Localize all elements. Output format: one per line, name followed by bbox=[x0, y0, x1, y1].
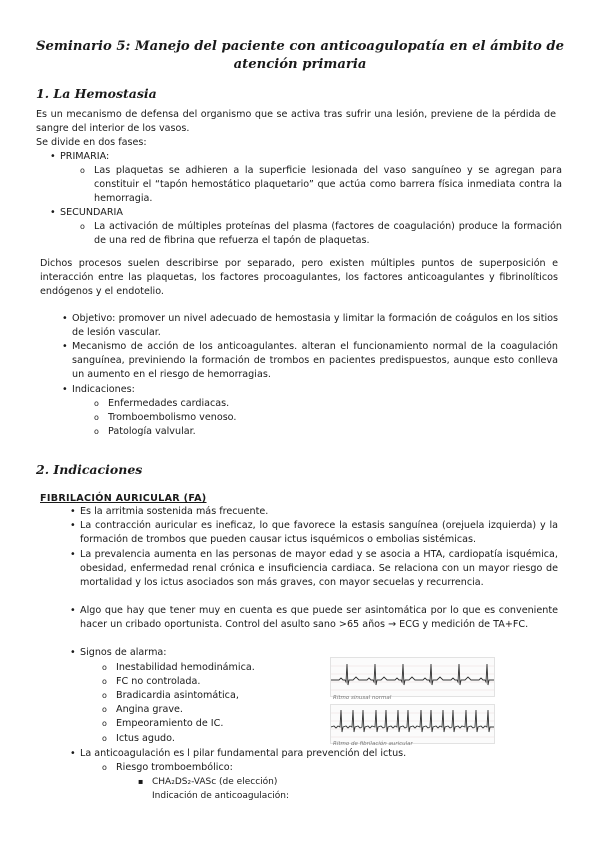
phase-primary-label: • PRIMARIA: bbox=[60, 150, 109, 164]
processes-paragraph: Dichos procesos suelen describirse por separado, pero existen múltiples puntos de superposición e interacción entre las plaquetas, los factores procoagulantes, los factores anticoagulantes y fibrinolíticos endógenos y el endotelio. bbox=[40, 258, 558, 297]
fa-bullet-2: • La contracción auricular es ineficaz, lo que favorece la estasis sanguínea (orejuela izquierda) y la formación de trombos que pueden causar ictus isquémicos o embolias sistémicas. bbox=[80, 519, 558, 547]
indication-item: o Patología valvular. bbox=[108, 425, 196, 439]
objective-bullet: • Objetivo: promover un nivel adecuado de hemostasia y limitar la formación de coágulos en los sitios de lesión vascular. bbox=[72, 312, 558, 340]
ecg-caption-sinus: Ritmo sinusal normal bbox=[333, 695, 392, 701]
subheading-fa: FIBRILACIÓN AURICULAR (FA) bbox=[40, 493, 207, 504]
indications-label: • Indicaciones: bbox=[72, 383, 135, 397]
fa-bullet-3: • La prevalencia aumenta en las personas de mayor edad y se asocia a HTA, cardiopatía isquémica, obesidad, enfermedad renal crónica e insuficiencia cardiaca. Se relaciona con un mayor riesgo de mortalidad y los ictus asociados son más graves, con mayor secuelas y recurrencia. bbox=[80, 548, 558, 590]
phase-primary-text: o Las plaquetas se adhieren a la superficie lesionada del vaso sanguíneo y se agregan para constituir el “tapón hemostático plaquetario” que actúa como barrera física inmediata contra la hemorragia. bbox=[94, 164, 562, 206]
ecg-sinus-rhythm-image bbox=[330, 657, 495, 697]
indication-item: o Enfermedades cardiacas. bbox=[108, 397, 229, 411]
section-2-heading: 2. Indicaciones bbox=[36, 462, 143, 477]
page-title: Seminario 5: Manejo del paciente con anticoagulopatía en el ámbito de atención primaria bbox=[36, 39, 564, 72]
ecg-caption-fa: Ritmo de fibrilación auricular bbox=[333, 741, 413, 747]
fa-bullet-1: • Es la arritmia sostenida más frecuente. bbox=[80, 505, 268, 519]
phases-intro: Se divide en dos fases: bbox=[36, 137, 147, 148]
alarm-sign-item: o Empeoramiento de IC. bbox=[116, 717, 223, 731]
indication-item: o Tromboembolismo venoso. bbox=[108, 411, 236, 425]
score-item: ▪ CHA₂DS₂-VASc (de elección) bbox=[152, 775, 277, 789]
ecg-atrial-fibrillation-image bbox=[330, 704, 495, 744]
alarm-sign-item: o FC no controlada. bbox=[116, 675, 200, 689]
phase-secondary-text: o La activación de múltiples proteínas del plasma (factores de coagulación) produce la formación de una red de fibrina que refuerza el tapón de plaquetas. bbox=[94, 220, 562, 248]
intro-paragraph: Es un mecanismo de defensa del organismo que se activa tras sufrir una lesión, previene de la pérdida de sangre del interior de los vasos. bbox=[36, 109, 556, 134]
phase-secondary-label: • SECUNDARIA bbox=[60, 206, 123, 220]
score-sub-item: Indicación de anticoagulación: bbox=[152, 791, 290, 801]
alarm-sign-item: o Inestabilidad hemodinámica. bbox=[116, 661, 255, 675]
alarm-signs-label: • Signos de alarma: bbox=[80, 646, 167, 660]
anticoag-bullet: • La anticoagulación es l pilar fundamental para prevención del ictus. bbox=[80, 747, 406, 761]
risk-label: o Riesgo tromboembólico: bbox=[116, 761, 233, 775]
alarm-sign-item: o Bradicardia asintomática, bbox=[116, 689, 239, 703]
fa-bullet-4: • Algo que hay que tener muy en cuenta es que puede ser asintomática por lo que es conveniente hacer un cribado oportunista. Control del asulto sano >65 años → ECG y medición de TA+FC. bbox=[80, 604, 558, 632]
section-1-heading: 1. La Hemostasia bbox=[36, 86, 157, 101]
alarm-sign-item: o Ictus agudo. bbox=[116, 732, 175, 746]
alarm-sign-item: o Angina grave. bbox=[116, 703, 183, 717]
mechanism-bullet: • Mecanismo de acción de los anticoagulantes. alteran el funcionamiento normal de la coagulación sanguínea, previniendo la formación de trombos en pacientes predispuestos, aunque esto conlleva un aumento en el riesgo de hemorragias. bbox=[72, 340, 558, 382]
